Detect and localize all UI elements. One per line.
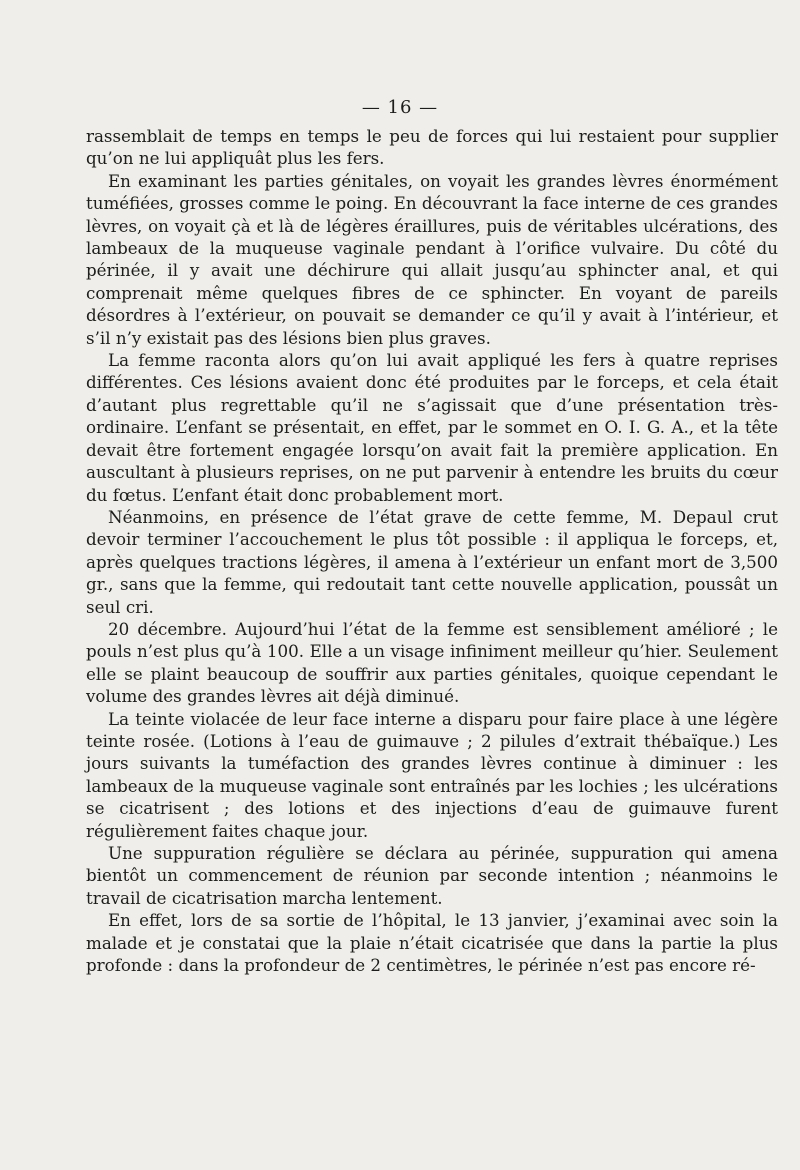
body-text [86,125,778,976]
paragraph: La femme raconta alors qu’on lui avait appliqué les fers à quatre reprises différentes. Ces lésions avaient donc été produites par le forceps, et cela était d’autant plus regrettable qu’il ne s’agissait que d’une présentation très-ordinaire. L’enfant se présentait, en effet, par le sommet en O. I. G. A., et la tête devait être fortement engagée lorsqu’on avait fait la première application. En auscultant à plusieurs reprises, on ne put parvenir à entendre les bruits du cœur du fœtus. L’enfant était donc probablement mort. [86,350,778,505]
page-number: — 16 — [361,97,439,118]
paragraph: En effet, lors de sa sortie de l’hôpital, le 13 janvier, j’examinai avec soin la malade et je constatai que la plaie n’était cicatrisée que dans la partie la plus profonde : dans la profondeur de 2 centimètres, le périnée n’est pas encore ré- [86,910,778,976]
paragraph: rassemblait de temps en temps le peu de forces qui lui restaient pour supplier qu’on ne lui appliquât plus les fers. [86,126,778,169]
paragraph: Une suppuration régulière se déclara au périnée, suppuration qui amena bientôt un commencement de réunion par seconde intention ; néanmoins le travail de cicatrisation marcha lentement. [86,843,778,908]
paragraph: 20 décembre. Aujourd’hui l’état de la femme est sensiblement amélioré ; le pouls n’est plus qu’à 100. Elle a un visage infiniment meilleur qu’hier. Seulement elle se plaint beaucoup de souffrir aux parties génitales, quoique cependant le volume des grandes lèvres ait déjà diminué. [86,618,778,707]
paragraph: Néanmoins, en présence de l’état grave de cette femme, M. Depaul crut devoir terminer l’accouchement le plus tôt possible : il appliqua le forceps, et, après quelques tractions légères, il amena à l’extérieur un enfant mort de 3,500 gr., sans que la femme, qui redoutait tant cette nouvelle application, poussât un seul cri. [86,506,778,617]
paragraph: En examinant les parties génitales, on voyait les grandes lèvres énormément tuméfiées, grosses comme le poing. En découvrant la face interne de ces grandes lèvres, on voyait çà et là de légères éraillures, puis de véritables ulcérations, des lambeaux de la muqueuse vaginale pendant à l’orifice vulvaire. Du côté du périnée, il y avait une déchirure qui allait jusqu’au sphincter anal, et qui comprenait même quelques fibres de ce sphincter. En voyant de pareils désordres à l’extérieur, on pouvait se demander ce qu’il y avait à l’intérieur, et s’il n’y existait pas des lésions bien plus graves. [86,170,778,348]
paragraph: La teinte violacée de leur face interne a disparu pour faire place à une légère teinte rosée. (Lotions à l’eau de guimauve ; 2 pilules d’extrait thébaïque.) Les jours suivants la tuméfaction des grandes lèvres continue à diminuer : les lambeaux de la muqueuse vaginale sont entraînés par les lochies ; les ulcérations se cicatrisent ; des lotions et des injections d’eau de guimauve furent régulièrement faites chaque jour. [86,708,778,841]
